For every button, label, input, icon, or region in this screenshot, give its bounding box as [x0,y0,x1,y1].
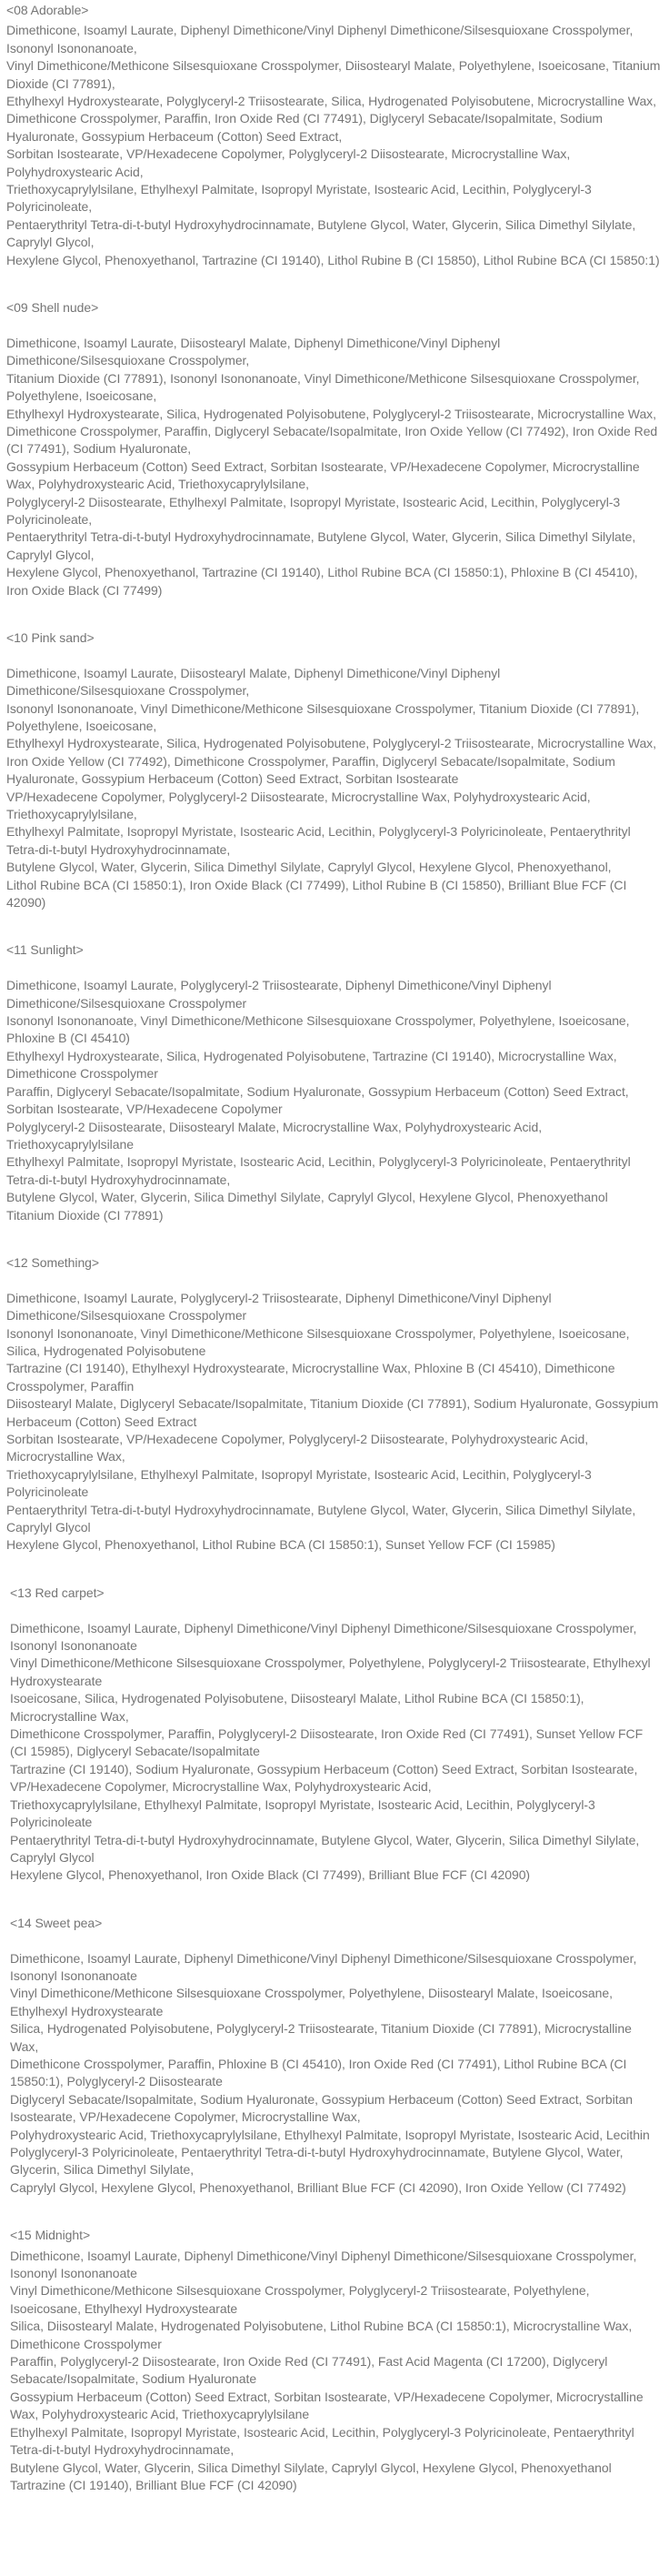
ingredient-line: Dimethicone, Isoamyl Laurate, Diisostearyl Malate, Diphenyl Dimethicone/Vinyl Diphenyl Dimethicone/Silsesquioxane Crosspolymer, [6,665,501,699]
shade-header: <13 Red carpet> [10,1585,105,1600]
ingredient-line: Dimethicone, Isoamyl Laurate, Diphenyl Dimethicone/Vinyl Diphenyl Dimethicone/Silsesquioxane Crosspolymer, Isononyl Isononanoate [10,1620,637,1654]
ingredient-line: Isononyl Isononanoate, Vinyl Dimethicone/Methicone Silsesquioxane Crosspolymer, Polyethylene, Isoeicosane, Phloxine B (CI 45410) [6,1013,630,1046]
ingredient-line: Hexylene Glycol, Phenoxyethanol, Iron Oxide Black (CI 77499), Brilliant Blue FCF (CI 42090) [10,1867,531,1883]
ingredient-line: Triethoxycaprylylsilane, Ethylhexyl Palmitate, Isopropyl Myristate, Isostearic Acid, Lecithin, Polyglyceryl-3 Polyricinoleate [10,1796,595,1830]
ingredient-line: Isononyl Isononanoate, Vinyl Dimethicone/Methicone Silsesquioxane Crosspolymer, Polyethylene, Isoeicosane, Silica, Hydrogenated Polyisobutene [6,1325,630,1358]
ingredient-line: Butylene Glycol, Water, Glycerin, Silica Dimethyl Silylate, Caprylyl Glycol, Hexylene Glycol, Phenoxyethanol [6,1190,608,1205]
ingredient-line: Paraffin, Polyglyceryl-2 Diisostearate, Iron Oxide Red (CI 77491), Fast Acid Magenta (CI 17200), Diglyceryl Sebacate/Isopalmitate, Sodium Hyaluronate [10,2354,608,2387]
ingredient-line: Dimethicone Crosspolymer, Paraffin, Phloxine B (CI 45410), Iron Oxide Red (CI 77491), Lithol Rubine BCA (CI 15850:1), Polyglyceryl-2 Diisostearate [10,2056,627,2089]
ingredient-line: Polyglyceryl-3 Polyricinoleate, Pentaerythrityl Tetra-di-t-butyl Hydroxyhydrocinnamate, Butylene Glycol, Water, Glycerin, Silica Dimethyl Silylate, [10,2145,624,2178]
ingredient-line: Diglyceryl Sebacate/Isopalmitate, Sodium Hyaluronate, Gossypium Herbaceum (Cotton) Seed Extract, Sorbitan Isostearate, VP/Hexadecene Copolymer, Microcrystalline Wax, [10,2091,633,2125]
ingredient-line: Pentaerythrityl Tetra-di-t-butyl Hydroxyhydrocinnamate, Butylene Glycol, Water, Glycerin, Silica Dimethyl Silylate, Caprylyl Glycol [10,1832,640,1865]
ingredient-line: Tartrazine (CI 19140), Brilliant Blue FCF (CI 42090) [10,2477,297,2492]
ingredient-line: Tartrazine (CI 19140), Sodium Hyaluronate, Gossypium Herbaceum (Cotton) Seed Extract, Sorbitan Isostearate, VP/Hexadecene Copolymer, Microcrystalline Wax, Polyhydroxystearic Acid, [10,1761,638,1795]
shade-section [6,1254,662,1555]
ingredient-line: Ethylhexyl Hydroxystearate, Silica, Hydrogenated Polyisobutene, Tartrazine (CI 19140), Microcrystalline Wax, Dimethicone Crosspolymer [6,1048,617,1082]
ingredient-line: Ethylhexyl Palmitate, Isopropyl Myristate, Isostearic Acid, Lecithin, Polyglyceryl-3 Polyricinoleate, Pentaerythrityl Tetra-di-t-butyl Hydroxyhydrocinnamate, [10,2424,634,2458]
shade-section [6,2,662,269]
ingredient-line: Silica, Diisostearyl Malate, Hydrogenated Polyisobutene, Lithol Rubine BCA (CI 15850:1), Microcrystalline Wax, Dimethicone Crosspolymer [10,2319,633,2351]
ingredient-line: Dimethicone, Isoamyl Laurate, Diphenyl Dimethicone/Vinyl Diphenyl Dimethicone/Silsesquioxane Crosspolymer, Isononyl Isononanoate [10,1950,637,1983]
shade-section [6,941,662,1223]
ingredient-line: Pentaerythrityl Tetra-di-t-butyl Hydroxyhydrocinnamate, Butylene Glycol, Water, Glycerin, Silica Dimethyl Silylate, Caprylyl Glycol, [6,216,636,250]
ingredient-line: Hexylene Glycol, Phenoxyethanol, Tartrazine (CI 19140), Lithol Rubine BCA (CI 15850:1), Phloxine B (CI 45410), Iron Oxide Black (CI 77499) [6,565,638,598]
ingredient-line: Pentaerythrityl Tetra-di-t-butyl Hydroxyhydrocinnamate, Butylene Glycol, Water, Glycerin, Silica Dimethyl Silylate, Caprylyl Glycol, [6,529,636,562]
shade-header: <15 Midnight> [10,2228,91,2243]
ingredient-line: Ethylhexyl Hydroxystearate, Polyglyceryl-2 Triisostearate, Silica, Hydrogenated Polyisobutene, Microcrystalline Wax, [6,94,656,109]
ingredient-line: Gossypium Herbaceum (Cotton) Seed Extract, Sorbitan Isostearate, VP/Hexadecene Copolymer, Microcrystalline Wax, Polyhydroxystearic Acid, Triethoxycaprylylsilane, [6,458,640,492]
ingredient-line: Titanium Dioxide (CI 77891) [6,1207,164,1223]
ingredient-line: Dimethicone, Isoamyl Laurate, Polyglyceryl-2 Triisostearate, Diphenyl Dimethicone/Vinyl Diphenyl Dimethicone/Silsesquioxane Crosspolymer [6,1290,552,1323]
shade-header: <14 Sweet pea> [10,1915,103,1930]
shade-header: <11 Sunlight> [6,942,84,958]
ingredient-line: Dimethicone, Isoamyl Laurate, Diphenyl Dimethicone/Vinyl Diphenyl Dimethicone/Silsesquioxane Crosspolymer, Isononyl Isononanoate [10,2248,637,2281]
ingredient-line: Dimethicone, Isoamyl Laurate, Polyglyceryl-2 Triisostearate, Diphenyl Dimethicone/Vinyl Diphenyl Dimethicone/Silsesquioxane Crosspolymer [6,978,552,1011]
ingredient-line: Dimethicone, Isoamyl Laurate, Diphenyl Dimethicone/Vinyl Diphenyl Dimethicone/Silsesquioxane Crosspolymer, Isononyl Isononanoate, [6,23,634,55]
ingredient-line: Polyglyceryl-2 Diisostearate, Ethylhexyl Palmitate, Isopropyl Myristate, Isostearic Acid, Lecithin, Polyglyceryl-3 Polyricinoleate, [6,494,621,527]
ingredient-line: Tartrazine (CI 19140), Ethylhexyl Hydroxystearate, Microcrystalline Wax, Phloxine B (CI 45410), Dimethicone Crosspolymer, Paraffin [6,1361,615,1394]
ingredient-line: Triethoxycaprylylsilane, Ethylhexyl Palmitate, Isopropyl Myristate, Isostearic Acid, Lecithin, Polyglyceryl-3 Polyricinoleate [6,1466,592,1500]
shade-section [6,299,662,599]
ingredient-line: Polyglyceryl-2 Diisostearate, Diisostearyl Malate, Microcrystalline Wax, Polyhydroxystearic Acid, Triethoxycaprylylsilane [6,1119,543,1152]
ingredient-line: Triethoxycaprylylsilane, Ethylhexyl Palmitate, Isopropyl Myristate, Isostearic Acid, Lecithin, Polyglyceryl-3 Polyricinoleate, [6,182,592,215]
ingredient-line: Hexylene Glycol, Phenoxyethanol, Lithol Rubine BCA (CI 15850:1), Sunset Yellow FCF (CI 15985) [6,1537,555,1553]
ingredient-line: Ethylhexyl Palmitate, Isopropyl Myristate, Isostearic Acid, Lecithin, Polyglyceryl-3 Polyricinoleate, Pentaerythrityl Tetra-di-t-butyl Hydroxyhydrocinnamate, [6,824,631,857]
ingredient-line: Vinyl Dimethicone/Methicone Silsesquioxane Crosspolymer, Polyglyceryl-2 Triisostearate, Polyethylene, Isoeicosane, Ethylhexyl Hydroxystearate [10,2283,590,2316]
ingredient-line: Ethylhexyl Hydroxystearate, Silica, Hydrogenated Polyisobutene, Polyglyceryl-2 Triisostearate, Microcrystalline Wax, [6,736,656,751]
ingredient-line: Sorbitan Isostearate, VP/Hexadecene Copolymer, Polyglyceryl-2 Diisostearate, Polyhydroxystearic Acid, Microcrystalline Wax, [6,1432,589,1464]
ingredient-line: Vinyl Dimethicone/Methicone Silsesquioxane Crosspolymer, Polyethylene, Diisostearyl Malate, Isoeicosane, Ethylhexyl Hydroxystearate [10,1986,613,2018]
ingredient-line: Silica, Hydrogenated Polyisobutene, Polyglyceryl-2 Triisostearate, Titanium Dioxide (CI 77891), Microcrystalline Wax, [10,2021,632,2054]
ingredient-line: Isononyl Isononanoate, Vinyl Dimethicone/Methicone Silsesquioxane Crosspolymer, Titanium Dioxide (CI 77891), Polyethylene, Isoeicosane, [6,700,640,733]
ingredient-line: Lithol Rubine BCA (CI 15850:1), Iron Oxide Black (CI 77499), Lithol Rubine B (CI 15850), Brilliant Blue FCF (CI 42090) [6,877,627,911]
ingredient-line: Vinyl Dimethicone/Methicone Silsesquioxane Crosspolymer, Polyethylene, Polyglyceryl-2 Triisostearate, Ethylhexyl Hydroxystearate [10,1655,651,1688]
ingredient-line: Butylene Glycol, Water, Glycerin, Silica Dimethyl Silylate, Caprylyl Glycol, Hexylene Glycol, Phenoxyethanol, [6,860,612,875]
shade-header: <08 Adorable> [6,3,89,17]
ingredient-line: Ethylhexyl Hydroxystearate, Silica, Hydrogenated Polyisobutene, Polyglyceryl-2 Triisostearate, Microcrystalline Wax, [6,406,656,421]
ingredient-line: Titanium Dioxide (CI 77891), Isononyl Isononanoate, Vinyl Dimethicone/Methicone Silsesquioxane Crosspolymer, Polyethylene, Isoeicosane, [6,370,640,404]
ingredient-line: Caprylyl Glycol, Hexylene Glycol, Phenoxyethanol, Brilliant Blue FCF (CI 42090), Iron Oxide Yellow (CI 77492) [10,2179,626,2195]
shade-ingredient-sections [6,2,662,2494]
ingredient-line: Hexylene Glycol, Phenoxyethanol, Tartrazine (CI 19140), Lithol Rubine B (CI 15850), Lithol Rubine BCA (CI 15850:1) [6,252,660,267]
ingredient-line: Paraffin, Diglyceryl Sebacate/Isopalmitate, Sodium Hyaluronate, Gossypium Herbaceum (Cotton) Seed Extract, Sorbitan Isostearate, VP/Hexadecene Copolymer [6,1083,629,1117]
ingredient-line: Isoeicosane, Silica, Hydrogenated Polyisobutene, Diisostearyl Malate, Lithol Rubine BCA (CI 15850:1), Microcrystalline Wax, [10,1691,584,1724]
shade-section [6,1585,662,1885]
ingredient-line: Iron Oxide Yellow (CI 77492), Dimethicone Crosspolymer, Paraffin, Diglyceryl Sebacate/Isopalmitate, Sodium Hyaluronate, Gossypium Herbaceum (Cotton) Seed Extract, Sorbitan Isostearate [6,753,615,787]
ingredient-line: Dimethicone Crosspolymer, Paraffin, Polyglyceryl-2 Diisostearate, Iron Oxide Red (CI 77491), Sunset Yellow FCF (CI 15985), Diglyceryl Sebacate/Isopalmitate [10,1726,644,1759]
ingredient-line: Pentaerythrityl Tetra-di-t-butyl Hydroxyhydrocinnamate, Butylene Glycol, Water, Glycerin, Silica Dimethyl Silylate, Caprylyl Glycol [6,1502,636,1535]
shade-section [6,629,662,911]
shade-section [6,1915,662,2197]
ingredient-line: Butylene Glycol, Water, Glycerin, Silica Dimethyl Silylate, Caprylyl Glycol, Hexylene Glycol, Phenoxyethanol [10,2460,612,2475]
shade-section [6,2227,662,2494]
ingredient-line: Polyhydroxystearic Acid, Triethoxycaprylylsilane, Ethylhexyl Palmitate, Isopropyl Myristate, Isostearic Acid, Lecithin [10,2127,650,2142]
ingredient-line: Dimethicone Crosspolymer, Paraffin, Iron Oxide Red (CI 77491), Diglyceryl Sebacate/Isopalmitate, Sodium Hyaluronate, Gossypium Herbaceum (Cotton) Seed Extract, [6,111,604,144]
ingredient-line: VP/Hexadecene Copolymer, Polyglyceryl-2 Diisostearate, Microcrystalline Wax, Polyhydroxystearic Acid, Triethoxycaprylylsilane, [6,789,591,822]
ingredient-line: Dimethicone Crosspolymer, Paraffin, Diglyceryl Sebacate/Isopalmitate, Iron Oxide Yellow (CI 77492), Iron Oxide Red (CI 77491), Sodium Hyaluronate, [6,423,658,457]
ingredient-line: Ethylhexyl Palmitate, Isopropyl Myristate, Isostearic Acid, Lecithin, Polyglyceryl-3 Polyricinoleate, Pentaerythrityl Tetra-di-t-butyl Hydroxyhydrocinnamate, [6,1154,631,1187]
shade-header: <12 Something> [6,1254,100,1270]
shade-header: <09 Shell nude> [6,300,99,316]
ingredient-line: Dimethicone, Isoamyl Laurate, Diisostearyl Malate, Diphenyl Dimethicone/Vinyl Diphenyl Dimethicone/Silsesquioxane Crosspolymer, [6,335,501,368]
ingredient-line: Sorbitan Isostearate, VP/Hexadecene Copolymer, Polyglyceryl-2 Diisostearate, Microcrystalline Wax, Polyhydroxystearic Acid, [6,146,571,179]
ingredient-line: Gossypium Herbaceum (Cotton) Seed Extract, Sorbitan Isostearate, VP/Hexadecene Copolymer, Microcrystalline Wax, Polyhydroxystearic Acid, Triethoxycaprylylsilane [10,2389,644,2422]
ingredient-line: Diisostearyl Malate, Diglyceryl Sebacate/Isopalmitate, Titanium Dioxide (CI 77891), Sodium Hyaluronate, Gossypium Herbaceum (Cotton) Seed Extract [6,1396,659,1429]
ingredient-line: Vinyl Dimethicone/Methicone Silsesquioxane Crosspolymer, Diisostearyl Malate, Polyethylene, Isoeicosane, Titanium Dioxide (CI 77891), [6,58,661,91]
shade-header: <10 Pink sand> [6,629,95,645]
